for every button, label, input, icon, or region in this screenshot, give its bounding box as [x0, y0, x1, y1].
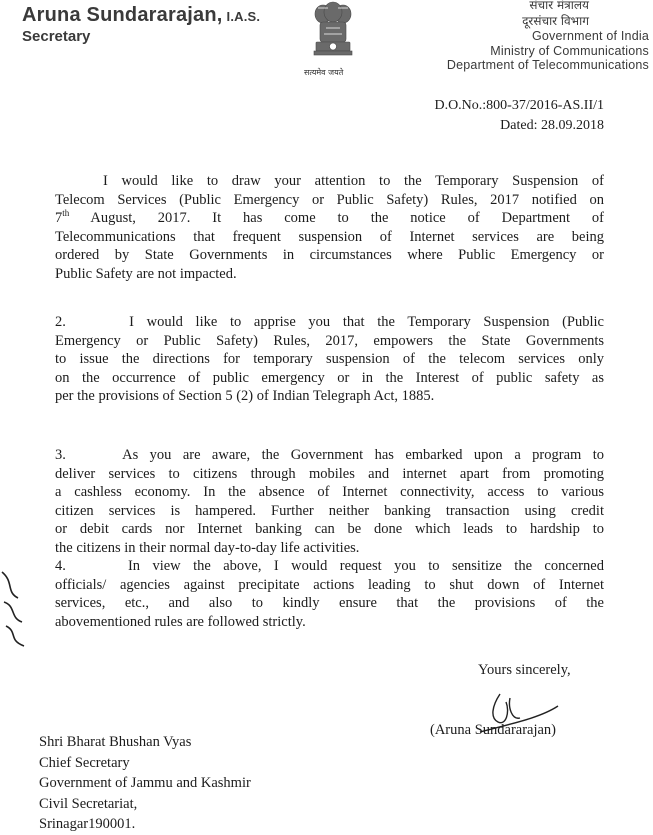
margin-handwriting-mark [0, 562, 30, 652]
office-hindi-ministry: संचार मंत्रालय [529, 0, 589, 12]
paragraph-line: on the occurrence of public emergency or in the Interest of public safety as [55, 369, 604, 386]
paragraph-line: Public Safety are not impacted. [55, 265, 237, 282]
office-department: Department of Telecommunications [446, 58, 649, 72]
paragraph-line: or debit cards nor Internet banking can be done which leads to hardship to [55, 521, 604, 538]
paragraph-line-rest: August, 2017. It has come to the notice of Department of [69, 210, 604, 227]
paragraph-line [55, 209, 604, 228]
addressee-government: Government of Jammu and Kashmir [39, 775, 251, 791]
paragraph-line: I would like to draw your attention to the Temporary Suspension of [103, 173, 604, 189]
date-day: 7 [55, 210, 63, 227]
paragraph-1 [55, 172, 604, 284]
closing-valediction: Yours sincerely, [478, 662, 571, 678]
emblem-motto: सत्यमेव जयते [304, 68, 344, 77]
paragraph-line: deliver services to citizens through mobiles and internet apart from promoting [55, 465, 604, 482]
paragraph-line: Telecom Services (Public Emergency or Public Safety) Rules, 2017 notified on [55, 191, 604, 208]
paragraph-line: to issue the directions for temporary suspension of the telecom services only [55, 351, 604, 368]
paragraph-4 [55, 557, 604, 631]
paragraph-line: Emergency or Public Safety) Rules, 2017, empowers the State Governments [55, 332, 604, 349]
sender-name-text: Aruna Sundararajan, [22, 4, 223, 26]
paragraph-line: Telecommunications that frequent suspension of Internet services are being [55, 228, 604, 245]
office-block [447, 0, 649, 73]
paragraph-line: citizen services is hampered. Further neither banking transaction using credit [55, 502, 604, 519]
paragraph-line: per the provisions of Section 5 (2) of Indian Telegraph Act, 1885. [55, 388, 435, 405]
paragraph-line: officials/ agencies against precipitate actions leading to shut down of Internet [55, 576, 604, 593]
paragraph-line: 2. I would like to apprise you that the Temporary Suspension (Public [55, 314, 604, 330]
office-government: Government of India [531, 29, 649, 43]
paragraph-line: abovementioned rules are followed strictly. [55, 613, 306, 630]
sender-title: Secretary [22, 28, 91, 45]
addressee-block [39, 732, 251, 835]
paragraph-line: ordered by State Governments in circumstances where Public Emergency or [55, 247, 604, 264]
paragraph-line: 3. As you are aware, the Government has embarked upon a program to [55, 447, 604, 463]
addressee-name: Shri Bharat Bhushan Vyas [39, 734, 192, 750]
sender-suffix: I.A.S. [226, 9, 261, 24]
signatory-name: (Aruna Sundararajan) [430, 722, 557, 738]
paragraph-line: 4. In view the above, I would request you to sensitize the concerned [55, 558, 604, 574]
office-ministry: Ministry of Communications [490, 43, 649, 58]
reference-date: Dated: 28.09.2018 [500, 118, 604, 133]
office-hindi-department: दूरसंचार विभाग [522, 14, 589, 28]
date-suffix: th [62, 208, 70, 219]
reference-block [400, 96, 604, 136]
addressee-office: Civil Secretariat, [39, 795, 138, 812]
paragraph-line: a cashless economy. In the absence of Internet connectivity, access to various [55, 484, 604, 501]
reference-number: D.O.No.:800-37/2016-AS.II/1 [434, 98, 604, 113]
paragraph-line: services, etc., and also to kindly ensure that the provisions of the [55, 595, 604, 612]
sender-name [22, 4, 260, 27]
paragraph-3 [55, 446, 604, 558]
addressee-city: Srinagar190001. [39, 816, 136, 832]
addressee-designation: Chief Secretary [39, 754, 130, 771]
state-emblem-icon [306, 0, 360, 72]
paragraph-2 [55, 313, 604, 406]
paragraph-line: the citizens in their normal day-to-day life activities. [55, 539, 360, 556]
